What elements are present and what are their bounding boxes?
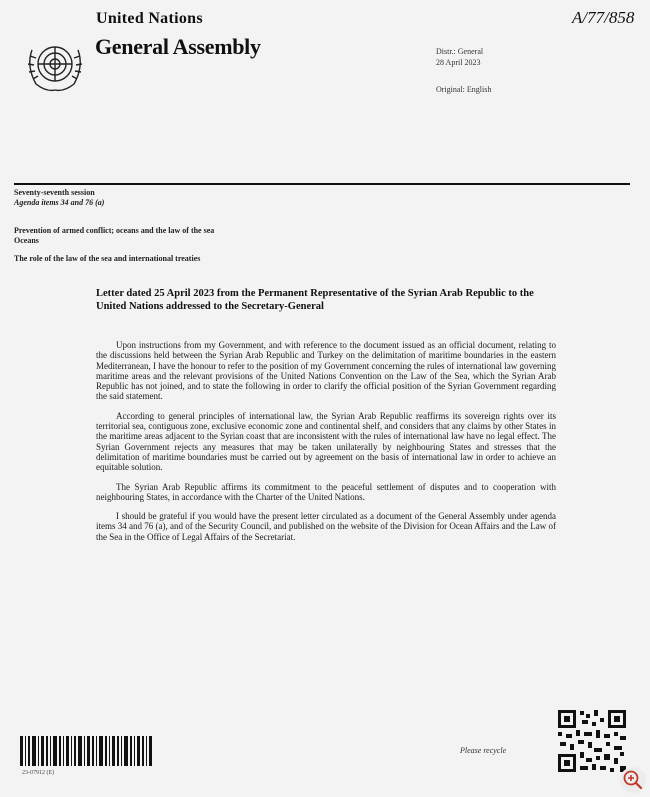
letter-title: Letter dated 25 April 2023 from the Permanent Representative of the Syrian Arab Republic to the United Nations addressed to the Secretary-General xyxy=(96,288,534,312)
meta-line: 28 April 2023 xyxy=(436,58,481,67)
zoom-in-icon[interactable] xyxy=(620,767,646,793)
meta-line: Distr.: General xyxy=(436,47,484,56)
session-info xyxy=(14,188,104,208)
agenda-line: Oceans xyxy=(14,236,39,245)
letter-body xyxy=(96,340,556,551)
un-emblem-icon xyxy=(20,36,90,96)
qr-code-icon xyxy=(556,708,628,774)
session-line: Seventy-seventh session xyxy=(14,188,95,197)
paragraph: The Syrian Arab Republic affirms its commitment to the peaceful settlement of disputes and to cooperation with neighbouring States, in accordance with the Charter of the United Nations. xyxy=(96,481,556,502)
agenda-line: Prevention of armed conflict; oceans and the law of the sea xyxy=(14,226,215,235)
header-divider xyxy=(14,183,630,185)
document-symbol: A/77/858 xyxy=(572,8,635,27)
recycle-note: Please recycle xyxy=(460,746,507,755)
organization-name: United Nations xyxy=(96,10,203,27)
paragraph: Upon instructions from my Government, and with reference to the document issued as an official document, relating to the discussions held between the Syrian Arab Republic and Turkey on the delimitation of maritime boundaries in the eastern Mediterranean, I have the honour to refer to the position of my Government concerning the rules of international law governing maritime areas and the relevant provisions of the United Nations Convention on the Law of the Sea, which the Syrian Arab Republic has not joined, and to state the following in order to clarify the official position of the Syrian Government regarding the said statement. xyxy=(96,340,556,402)
meta-original: Original: English xyxy=(436,85,492,94)
agenda-items-line: Agenda items 34 and 76 (a) xyxy=(14,198,105,207)
distribution-meta xyxy=(436,46,491,95)
barcode-icon xyxy=(20,736,152,770)
page-title: General Assembly xyxy=(95,34,261,59)
paragraph: I should be grateful if you would have the present letter circulated as a document of the General Assembly under agenda items 34 and 76 (a), and of the Security Council, and published on the website of the Division for Ocean Affairs and the Law of the Sea in the Office of Legal Affairs of the Secretariat. xyxy=(96,511,556,542)
agenda-title xyxy=(14,226,214,246)
document-number: 23-07912 (E) xyxy=(22,770,55,776)
agenda-title-2: The role of the law of the sea and international treaties xyxy=(14,254,201,263)
paragraph: According to general principles of international law, the Syrian Arab Republic reaffirms its sovereign rights over its territorial sea, contiguous zone, exclusive economic zone and continental shelf, and considers that any claims by other States in the maritime areas adjacent to the Syrian coast that are inconsistent with the rules of international law have no legal effect. The Syrian Government rejects any measures that may be taken unilaterally by neighbouring States and stresses that the delimitation of maritime boundaries must be carried out by agreement on the basis of international law in order to achieve an equitable solution. xyxy=(96,410,556,473)
